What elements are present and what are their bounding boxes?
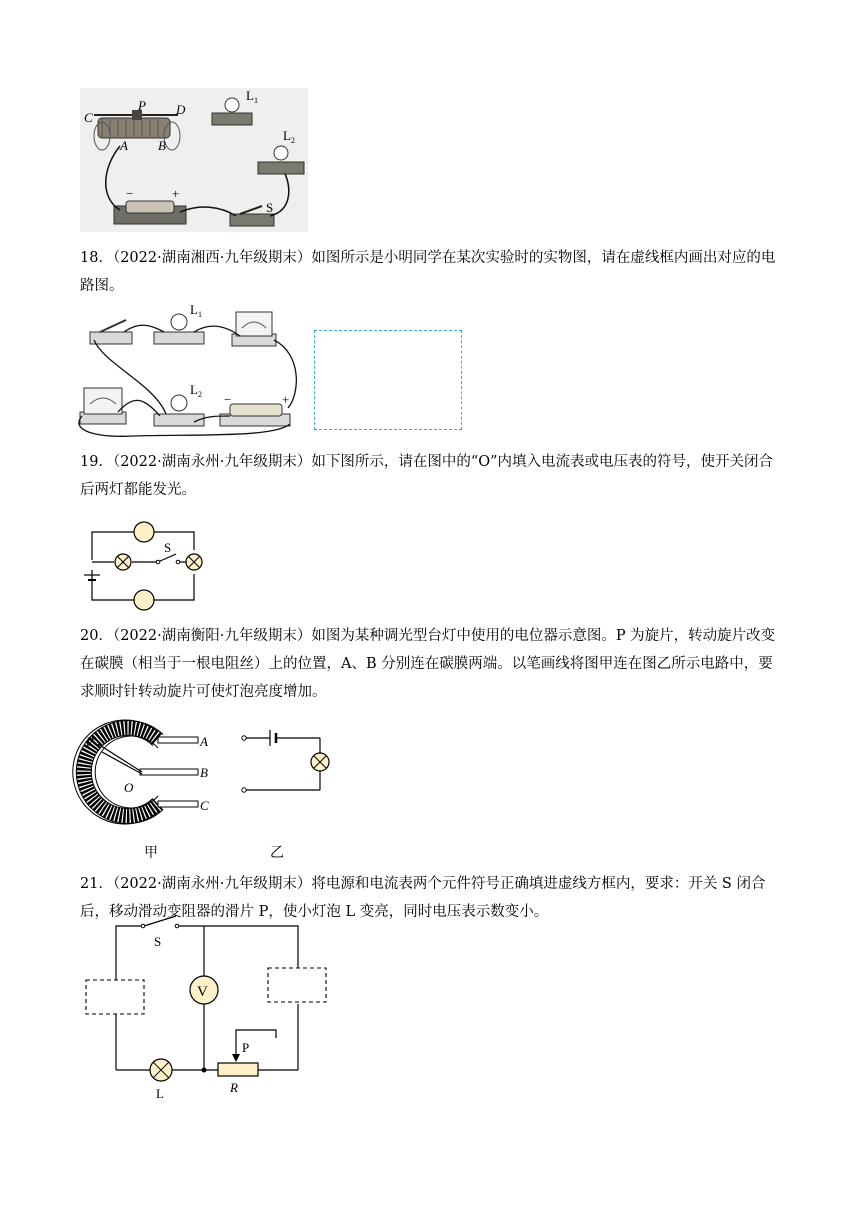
figure-label-yi: 乙 xyxy=(270,845,284,861)
label-P: P xyxy=(242,1040,250,1055)
label-minus: − xyxy=(126,186,134,201)
question-18-text: 18．（2022·湖南湘西·九年级期末）如图所示是小明同学在某次实验时的实物图，请在虚线框内画出对应的电路图。 xyxy=(80,250,776,294)
label-A: A xyxy=(200,734,208,749)
label-P: P xyxy=(138,98,146,113)
label-C: C xyxy=(200,798,209,813)
question-19-text: 19．（2022·湖南永州·九年级期末）如下图所示，请在图中的“O”内填入电流表或电压表的符号，使开关闭合后两灯都能发光。 xyxy=(80,454,774,498)
label-D: D xyxy=(176,102,186,117)
label-A: A xyxy=(120,138,128,153)
answer-dashed-box xyxy=(314,330,462,430)
question-21-text: 21．（2022·湖南永州·九年级期末）将电源和电流表两个元件符号正确填进虚线方框内，要求：开关 S 闭合后，移动滑动变阻器的滑片 P，使小灯泡 L 变亮，同时电压表示数变小。 xyxy=(80,876,766,920)
label-L2: $L_2$ xyxy=(283,128,295,145)
label-P: P xyxy=(86,734,94,749)
label-O: O xyxy=(124,780,134,795)
q20-circuit-figure xyxy=(236,728,336,800)
label-L1: $L_1$ xyxy=(190,302,202,319)
label-R: R xyxy=(230,1080,238,1095)
label-L1: $L_1$ xyxy=(246,88,258,105)
figure-label-jia: 甲 xyxy=(144,845,158,861)
q18-apparatus-figure xyxy=(74,304,302,440)
q19-circuit-figure xyxy=(80,512,210,612)
label-C: C xyxy=(84,110,93,125)
q21-circuit-figure xyxy=(80,914,340,1101)
label-L2: $L_2$ xyxy=(190,382,202,399)
label-S: S xyxy=(164,540,172,555)
label-B: B xyxy=(200,765,208,780)
label-minus: − xyxy=(224,392,232,407)
label-L: L xyxy=(156,1086,164,1101)
question-20-text: 20．（2022·湖南衡阳·九年级期末）如图为某种调光型台灯中使用的电位器示意图。P 为旋片，转动旋片改变在碳膜（相当于一根电阻丝）上的位置，A、B 分别连在碳膜两端。以笔画线将图甲连在图乙所示电路中，要求顺时针转动旋片可使灯泡亮度增加。 xyxy=(80,628,776,700)
label-S: S xyxy=(266,200,274,215)
q20-potentiometer-figure xyxy=(84,722,214,838)
label-plus: + xyxy=(282,392,290,407)
label-plus: + xyxy=(172,186,180,201)
q17-apparatus-figure xyxy=(80,88,308,232)
label-B: B xyxy=(158,138,166,153)
voltmeter-V: V xyxy=(197,984,208,1000)
label-S: S xyxy=(154,934,162,949)
